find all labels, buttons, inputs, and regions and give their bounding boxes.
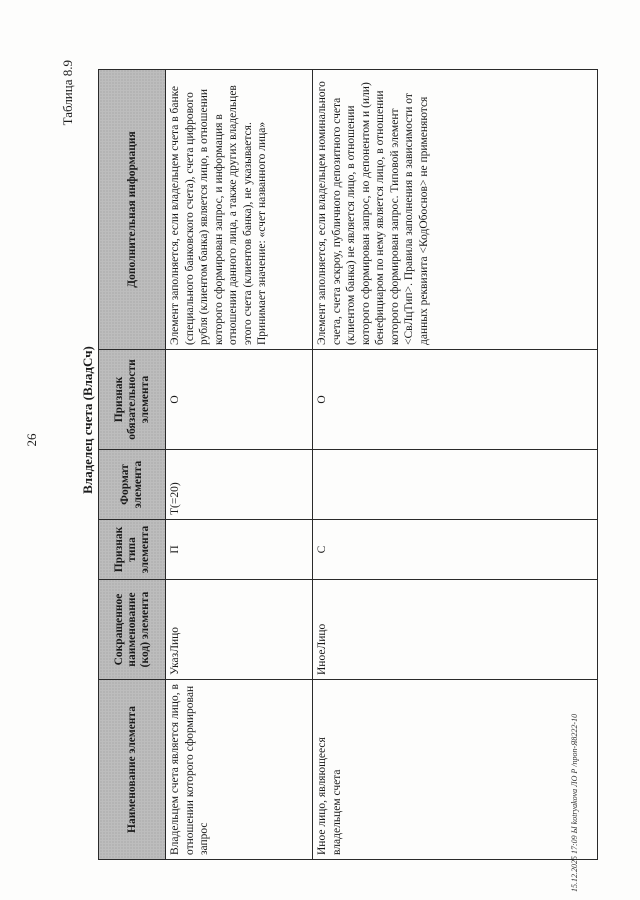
cell-code: ИноеЛицо bbox=[313, 580, 598, 680]
col-header-format: Формат элемента bbox=[99, 450, 166, 520]
cell-type: С bbox=[313, 520, 598, 580]
cell-format: T(=20) bbox=[166, 450, 313, 520]
cell-name: Владельцем счета является лицо, в отношении которого сформирован запрос bbox=[166, 680, 313, 860]
cell-obligatory: О bbox=[166, 350, 313, 450]
table-caption: Владелец счета (ВладСч) bbox=[80, 346, 95, 494]
element-table bbox=[98, 69, 598, 860]
cell-obligatory: О bbox=[313, 350, 598, 450]
print-footer-note: 15.12.2025 17:09 Ы kotryakova ЛО Р /проп-Я8222-10 bbox=[570, 713, 579, 892]
cell-name: Иное лицо, являющееся владельцем счета bbox=[313, 680, 598, 860]
col-header-code: Сокращенное наименование (код) элемента bbox=[99, 580, 166, 680]
table-header-row bbox=[99, 70, 166, 860]
table-row bbox=[166, 70, 313, 860]
cell-format bbox=[313, 450, 598, 520]
table-row bbox=[313, 70, 598, 860]
col-header-obligatory: Признак обязательности элемента bbox=[99, 350, 166, 450]
cell-type: П bbox=[166, 520, 313, 580]
table-number: Таблица 8.9 bbox=[60, 60, 75, 126]
cell-info: Элемент заполняется, если владельцем номинального счета, счета эскроу, публичного депозитного счета (клиентом банка) не является лицо, в отношении которого сформирован запрос, но депонентом и (или) бенефициаром по нему является лицо, в отношении которого сформирован запрос. Типовой элемент <СвЛцТип>. Правила заполнения в зависимости от данных реквизита <КодОбоснов> не применяются bbox=[313, 70, 598, 350]
page-number: 26 bbox=[24, 433, 39, 447]
col-header-type: Признак типа элемента bbox=[99, 520, 166, 580]
cell-code: УказЛицо bbox=[166, 580, 313, 680]
col-header-name: Наименование элемента bbox=[99, 680, 166, 860]
col-header-info: Дополнительная информация bbox=[99, 70, 166, 350]
cell-info: Элемент заполняется, если владельцем счета в банке (специального банковского счета), счета цифрового рубля (клиентом банка) является лицо, в отношении которого сформирован запрос, и информация в отношении данного лица, а также других владельцев этого счета (клиентов банка), не указывается. Принимает значение: «счет названного лица» bbox=[166, 70, 313, 350]
